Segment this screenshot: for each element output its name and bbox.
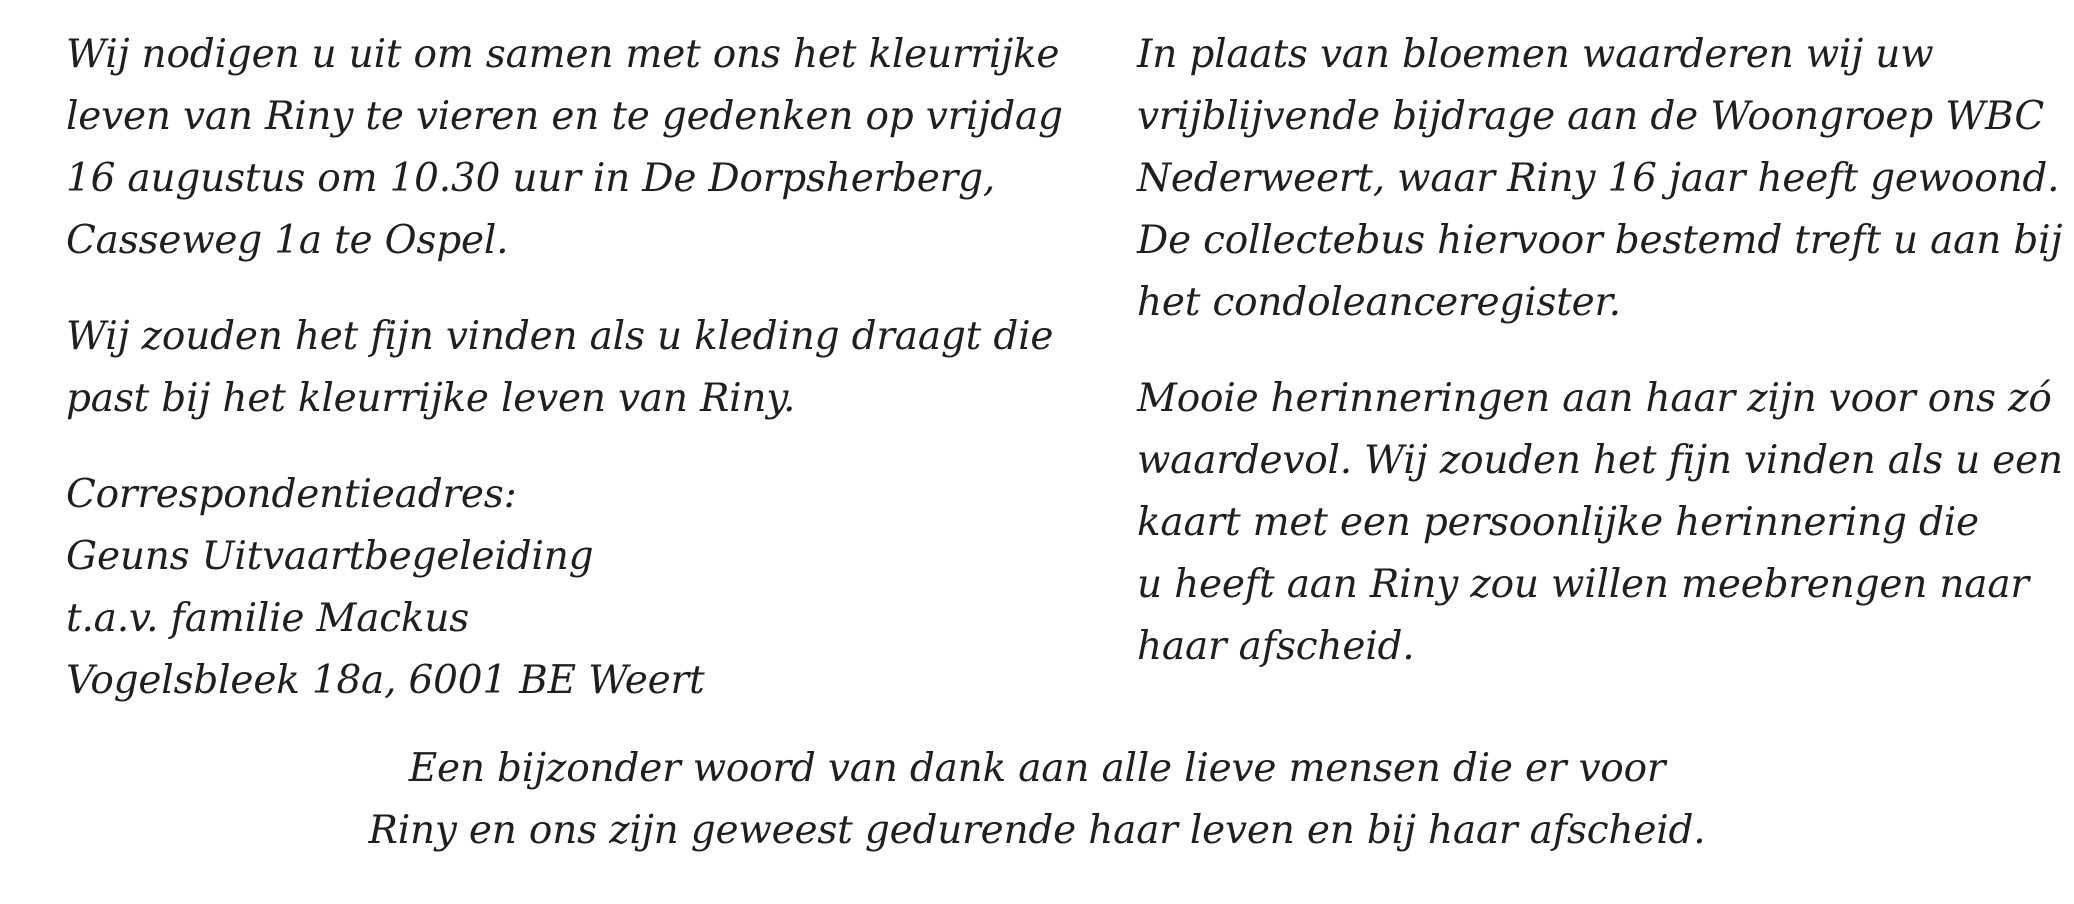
- address-line: Vogelsbleek 18a, 6001 BE Weert: [66, 658, 705, 703]
- address-line: Geuns Uitvaartbegeleiding: [66, 534, 594, 579]
- memories-line: Mooie herinneringen aan haar zijn voor ons zó: [1137, 376, 2052, 421]
- invitation-line: Casseweg 1a te Ospel.: [66, 218, 509, 263]
- left-column: [66, 24, 1076, 746]
- invitation-line: leven van Riny te vieren en te gedenken op vrijdag: [66, 94, 1063, 139]
- donation-line: Nederweert, waar Riny 16 jaar heeft gewoond.: [1137, 156, 2060, 201]
- address-line: t.a.v. familie Mackus: [66, 596, 470, 641]
- closing-line: Een bijzonder woord van dank aan alle lieve mensen die er voor: [408, 746, 1666, 791]
- dress-code-paragraph: [66, 306, 1076, 430]
- invitation-paragraph: [66, 24, 1076, 272]
- donation-line: het condoleanceregister.: [1137, 280, 1621, 325]
- right-column: [1137, 24, 2067, 712]
- closing-line: Riny en ons zijn geweest gedurende haar leven en bij haar afscheid.: [368, 808, 1706, 853]
- memories-line: waardevol. Wij zouden het fijn vinden als u een: [1137, 438, 2063, 483]
- address-heading: Correspondentieadres:: [66, 472, 517, 517]
- memories-line: kaart met een persoonlijke herinnering die: [1137, 500, 1979, 545]
- dress-code-line: past bij het kleurrijke leven van Riny.: [66, 376, 796, 421]
- closing-thanks: [0, 738, 2074, 862]
- memories-paragraph: [1137, 368, 2067, 678]
- memories-line: haar afscheid.: [1137, 624, 1415, 669]
- donation-line: De collectebus hiervoor bestemd treft u aan bij: [1137, 218, 2063, 263]
- dress-code-line: Wij zouden het fijn vinden als u kleding draagt die: [66, 314, 1054, 359]
- invitation-line: 16 augustus om 10.30 uur in De Dorpsherberg,: [66, 156, 996, 201]
- invitation-line: Wij nodigen u uit om samen met ons het kleurrijke: [66, 32, 1060, 77]
- donation-line: In plaats van bloemen waarderen wij uw: [1137, 32, 1934, 77]
- donation-paragraph: [1137, 24, 2067, 334]
- donation-line: vrijblijvende bijdrage aan de Woongroep WBC: [1137, 94, 2044, 139]
- memories-line: u heeft aan Riny zou willen meebrengen naar: [1137, 562, 2029, 607]
- correspondence-address: [66, 464, 1076, 712]
